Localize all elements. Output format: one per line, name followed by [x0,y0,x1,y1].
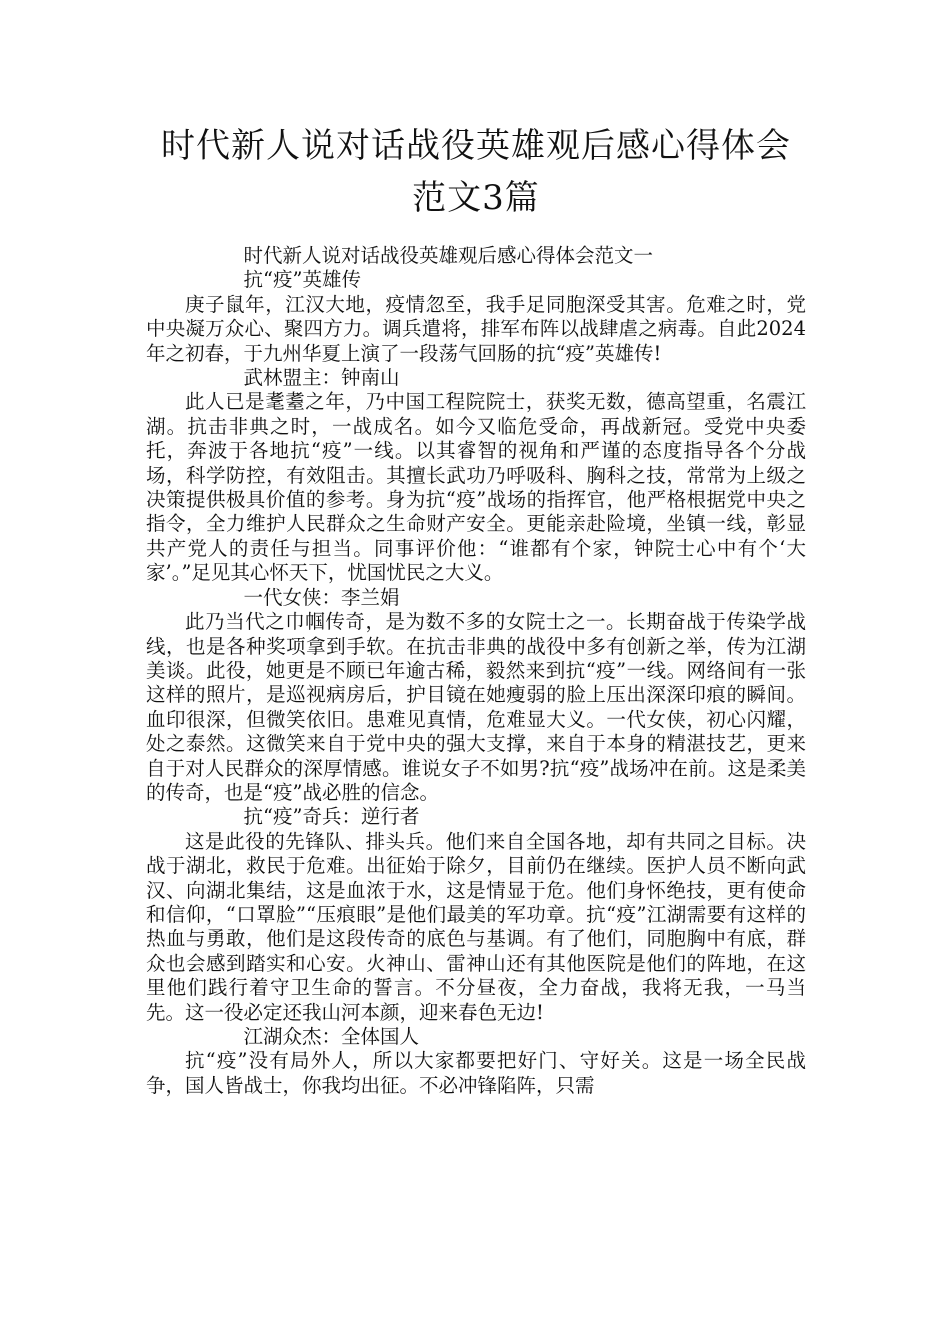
document-title [146,120,806,224]
title-line-2: 范文3篇 [412,178,540,218]
paragraph: 庚子鼠年，江汉大地，疫情忽至，我手足同胞深受其害。危难之时，党中央凝万众心、聚四方力。调兵遣将，排军布阵以战肆虐之病毒。自此2024年之初春，于九州华夏上演了一段荡气回肠的抗“疫”英雄传! [146,292,806,365]
document-body [146,244,806,1098]
section-heading: 抗“疫”英雄传 [243,268,361,292]
section-heading: 时代新人说对话战役英雄观后感心得体会范文一 [243,244,654,267]
section-heading: 江湖众杰：全体国人 [243,1025,420,1048]
paragraph: 此乃当代之巾帼传奇，是为数不多的女院士之一。长期奋战于传染学战线，也是各种奖项拿到手软。在抗击非典的战役中多有创新之举，传为江湖美谈。此役，她更是不顾已年逾古稀，毅然来到抗“疫”一线。网络间有一张这样的照片，是巡视病房后，护目镜在她瘦弱的脸上压出深深印痕的瞬间。血印很深，但微笑依旧。患难见真情，危难显大义。一代女侠，初心闪耀，处之泰然。这微笑来自于党中央的强大支撑，来自于本身的精湛技艺，更来自于对人民群众的深厚情感。谁说女子不如男?抗“疫”战场冲在前。这是柔美的传奇，也是“疫”战必胜的信念。 [146,610,806,804]
section-heading: 一代女侠：李兰娟 [243,585,400,609]
document-page [146,120,806,1098]
paragraph: 此人已是耄耋之年，乃中国工程院院士，获奖无数，德高望重，名震江湖。抗击非典之时，一战成名。如今又临危受命，再战新冠。受党中央委托，奔波于各地抗“疫”一线。以其睿智的视角和严谨的态度指导各个分战场，科学防控，有效阻击。其擅长武功乃呼吸科、胸科之技，常常为上级之决策提供极具价值的参考。身为抗“疫”战场的指挥官，他严格根据党中央之指令，全力维护人民群众之生命财产安全。更能亲赴险境，坐镇一线，彰显共产党人的责任与担当。同事评价他：“谁都有个家，钟院士心中有个‘大家’。”足见其心怀天下，忧国忧民之大义。 [146,390,806,585]
paragraph: 抗“疫”没有局外人，所以大家都要把好门、守好关。这是一场全民战争，国人皆战士，你我均出征。不必冲锋陷阵，只需 [146,1049,806,1097]
section-heading: 武林盟主：钟南山 [243,366,400,390]
section-heading: 抗“疫”奇兵：逆行者 [243,805,420,829]
paragraph: 这是此役的先锋队、排头兵。他们来自全国各地，却有共同之目标。决战于湖北，救民于危难。出征始于除夕，目前仍在继续。医护人员不断向武汉、向湖北集结，这是血浓于水，这是情显于危。他们身怀绝技，更有使命和信仰，“口罩脸”“压痕眼”是他们最美的军功章。抗“疫”江湖需要有这样的热血与勇敢，他们是这段传奇的底色与基调。有了他们，同胞胸中有底，群众也会感到踏实和心安。火神山、雷神山还有其他医院是他们的阵地，在这里他们践行着守卫生命的誓言。不分昼夜，全力奋战，我将无我，一马当先。这一役必定还我山河本颜，迎来春色无边! [146,829,806,1024]
title-line-1: 时代新人说对话战役英雄观后感心得体会 [161,126,791,166]
